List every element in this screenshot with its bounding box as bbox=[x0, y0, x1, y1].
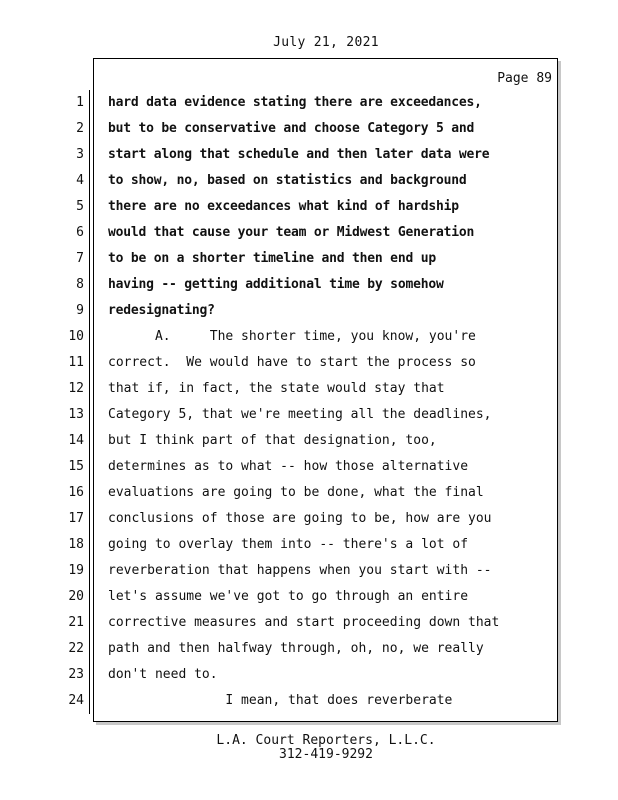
line-number: 22 bbox=[44, 636, 84, 662]
line-number: 2 bbox=[44, 116, 84, 142]
transcript-line: evaluations are going to be done, what the final bbox=[108, 485, 484, 500]
line-number: 6 bbox=[44, 220, 84, 246]
transcript-line: don't need to. bbox=[108, 667, 218, 682]
transcript-line: corrective measures and start proceeding down that bbox=[108, 615, 500, 630]
transcript-line: correct. We would have to start the process so bbox=[108, 355, 476, 370]
transcript-line: determines as to what -- how those alternative bbox=[108, 459, 469, 474]
transcript-line: but to be conservative and choose Category 5 and bbox=[108, 121, 475, 136]
line-number: 12 bbox=[44, 376, 84, 402]
line-number: 21 bbox=[44, 610, 84, 636]
transcript-line: would that cause your team or Midwest Generation bbox=[108, 225, 475, 240]
transcript-line: there are no exceedances what kind of hardship bbox=[108, 199, 459, 214]
line-number: 13 bbox=[44, 402, 84, 428]
line-number: 1 bbox=[44, 90, 84, 116]
transcript-line: path and then halfway through, oh, no, we really bbox=[108, 641, 484, 656]
line-number: 3 bbox=[44, 142, 84, 168]
court-reporter-name: L.A. Court Reporters, L.L.C. bbox=[216, 733, 436, 748]
court-reporter-phone: 312-419-9292 bbox=[279, 747, 373, 762]
line-number: 16 bbox=[44, 480, 84, 506]
transcript-line: let's assume we've got to go through an entire bbox=[108, 589, 469, 604]
line-number: 10 bbox=[44, 324, 84, 350]
transcript-line: going to overlay them into -- there's a lot of bbox=[108, 537, 469, 552]
transcript-line: I mean, that does reverberate bbox=[108, 693, 453, 708]
line-number: 24 bbox=[44, 688, 84, 714]
line-number: 23 bbox=[44, 662, 84, 688]
line-number: 19 bbox=[44, 558, 84, 584]
transcript-date: July 21, 2021 bbox=[273, 35, 379, 50]
line-number: 9 bbox=[44, 298, 84, 324]
page-number: Page 89 bbox=[497, 71, 552, 86]
transcript-line: reverberation that happens when you start with -- bbox=[108, 563, 492, 578]
transcript-line: redesignating? bbox=[108, 303, 215, 318]
line-number: 15 bbox=[44, 454, 84, 480]
line-number: 18 bbox=[44, 532, 84, 558]
transcript-line: start along that schedule and then later data were bbox=[108, 147, 490, 162]
transcript-line: conclusions of those are going to be, how are you bbox=[108, 511, 492, 526]
transcript-line: that if, in fact, the state would stay that bbox=[108, 381, 445, 396]
transcript-line: A. The shorter time, you know, you're bbox=[108, 329, 476, 344]
line-number: 4 bbox=[44, 168, 84, 194]
transcript-line: but I think part of that designation, too, bbox=[108, 433, 437, 448]
transcript-line: having -- getting additional time by somehow bbox=[108, 277, 444, 292]
transcript-line: hard data evidence stating there are exceedances, bbox=[108, 95, 482, 110]
line-number: 5 bbox=[44, 194, 84, 220]
line-number: 14 bbox=[44, 428, 84, 454]
line-number: 17 bbox=[44, 506, 84, 532]
line-number: 8 bbox=[44, 272, 84, 298]
transcript-line: to be on a shorter timeline and then end up bbox=[108, 251, 436, 266]
line-number: 11 bbox=[44, 350, 84, 376]
transcript-line: Category 5, that we're meeting all the deadlines, bbox=[108, 407, 492, 422]
transcript-line: to show, no, based on statistics and background bbox=[108, 173, 467, 188]
line-number: 7 bbox=[44, 246, 84, 272]
line-number: 20 bbox=[44, 584, 84, 610]
